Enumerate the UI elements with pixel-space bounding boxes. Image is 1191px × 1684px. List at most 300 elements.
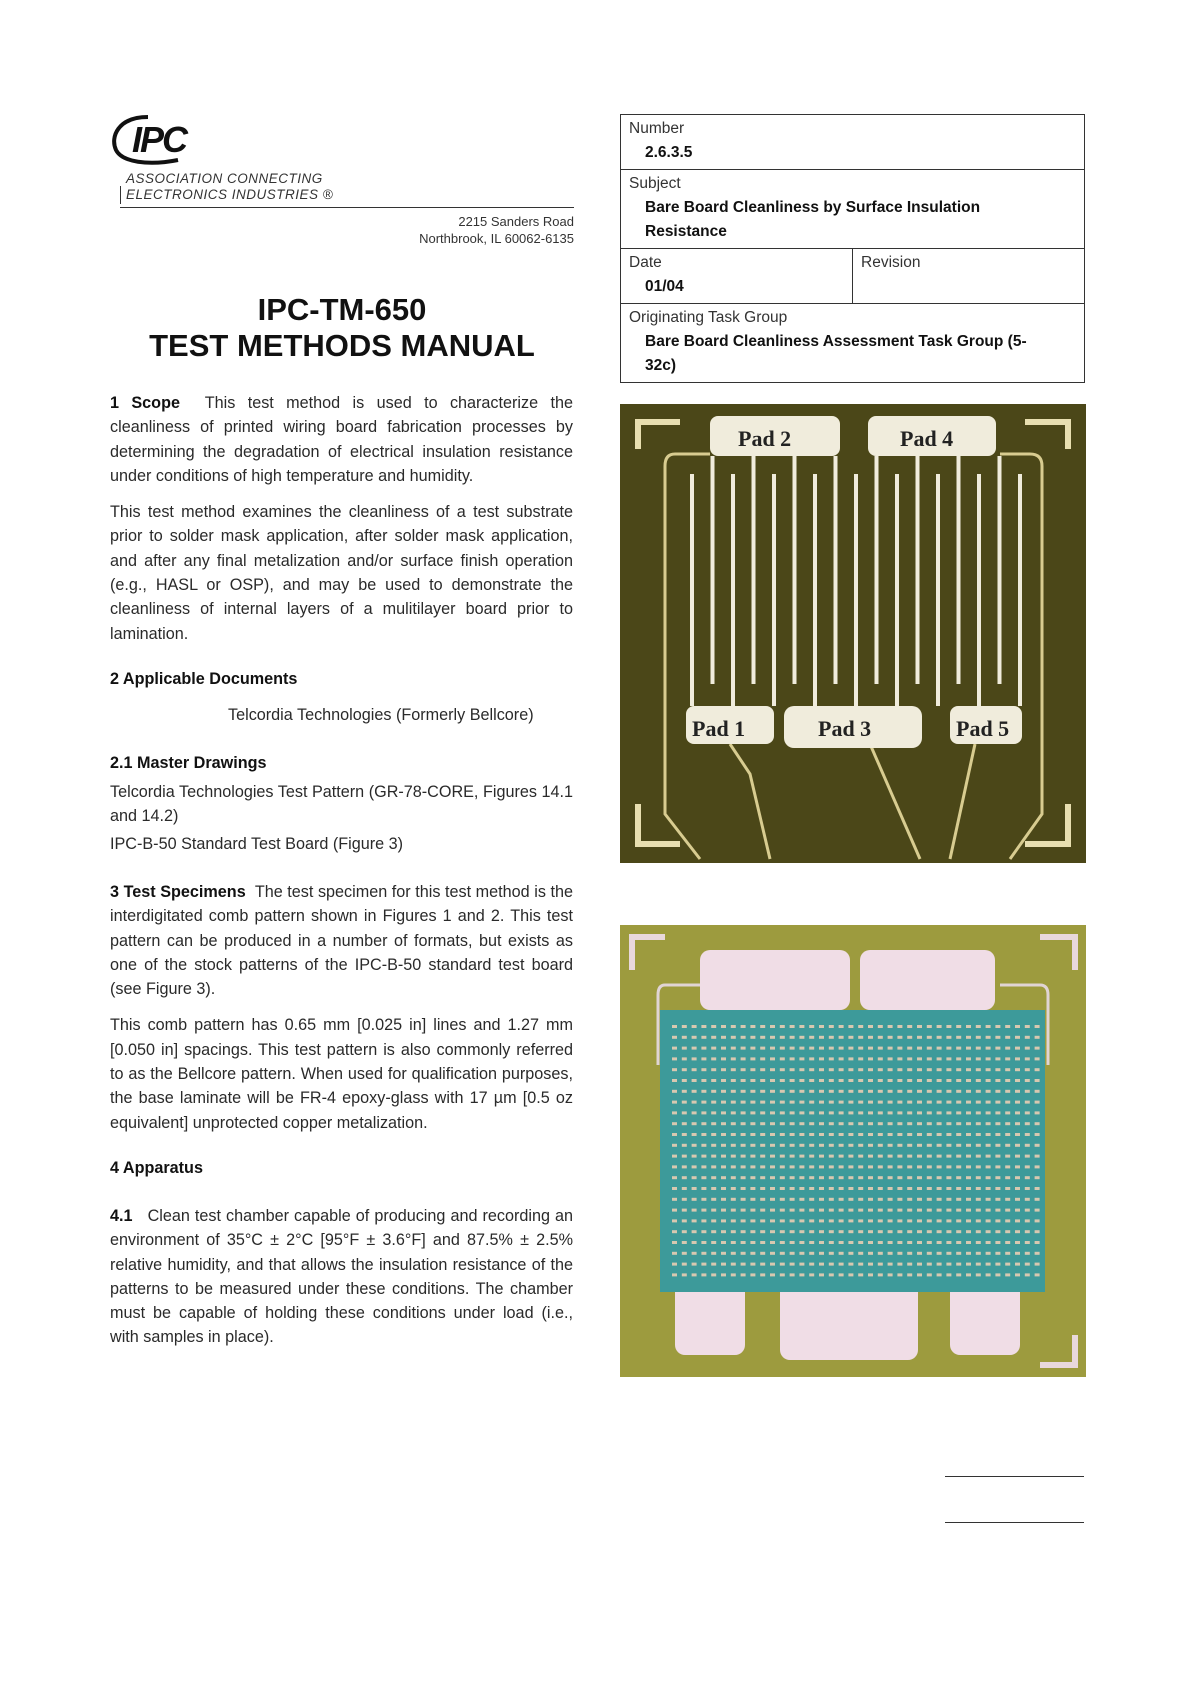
grid-dot: [956, 1165, 961, 1168]
grid-dot: [917, 1111, 922, 1114]
grid-dot: [917, 1057, 922, 1060]
grid-dot: [809, 1198, 814, 1201]
grid-dot: [917, 1068, 922, 1071]
grid-dot: [770, 1090, 775, 1093]
grid-dot: [878, 1122, 883, 1125]
grid-dot: [946, 1111, 951, 1114]
grid-dot: [1025, 1155, 1030, 1158]
grid-dot: [848, 1090, 853, 1093]
grid-dot: [701, 1122, 706, 1125]
grid-dot: [976, 1263, 981, 1266]
grid-dot: [829, 1101, 834, 1104]
grid-dot: [711, 1219, 716, 1222]
grid-dot: [819, 1219, 824, 1222]
grid-dot: [878, 1144, 883, 1147]
grid-dot: [1005, 1122, 1010, 1125]
grid-dot: [780, 1176, 785, 1179]
grid-dot: [721, 1252, 726, 1255]
grid-dot: [1005, 1079, 1010, 1082]
grid-dot: [966, 1122, 971, 1125]
grid-dot: [809, 1036, 814, 1039]
grid-dot: [976, 1047, 981, 1050]
grid-dot: [809, 1057, 814, 1060]
grid-dot: [888, 1133, 893, 1136]
grid-dot: [790, 1047, 795, 1050]
grid-dot: [888, 1165, 893, 1168]
grid-dot: [1035, 1144, 1040, 1147]
grid-dot: [888, 1187, 893, 1190]
grid-dot: [1015, 1165, 1020, 1168]
grid-dot: [917, 1187, 922, 1190]
grid-dot: [672, 1122, 677, 1125]
grid-dot: [1015, 1263, 1020, 1266]
grid-dot: [956, 1111, 961, 1114]
grid-dot: [995, 1101, 1000, 1104]
grid-dot: [692, 1111, 697, 1114]
grid-dot: [1005, 1176, 1010, 1179]
grid-dot: [897, 1263, 902, 1266]
grid-dot: [927, 1198, 932, 1201]
grid-dot: [760, 1273, 765, 1276]
grid-dot: [799, 1198, 804, 1201]
date-label: Date: [629, 254, 662, 271]
grid-dot: [878, 1036, 883, 1039]
grid-dot: [1005, 1198, 1010, 1201]
grid-dot: [809, 1176, 814, 1179]
grid-dot: [888, 1144, 893, 1147]
grid-dot: [799, 1187, 804, 1190]
grid-dot: [711, 1068, 716, 1071]
grid-dot: [692, 1263, 697, 1266]
grid-dot: [858, 1273, 863, 1276]
grid-dot: [966, 1187, 971, 1190]
grid-dot: [780, 1090, 785, 1093]
footer-rule-2: [945, 1522, 1084, 1523]
grid-dot: [731, 1165, 736, 1168]
grid-dot: [917, 1047, 922, 1050]
grid-dot: [848, 1111, 853, 1114]
grid-dot: [868, 1101, 873, 1104]
grid-dot: [888, 1068, 893, 1071]
grid-dot: [888, 1176, 893, 1179]
grid-dot: [799, 1025, 804, 1028]
grid-dot: [682, 1144, 687, 1147]
grid-dot: [937, 1198, 942, 1201]
grid-dot: [1015, 1025, 1020, 1028]
grid-dot: [809, 1155, 814, 1158]
grid-dot: [780, 1122, 785, 1125]
grid-dot: [682, 1219, 687, 1222]
grid-dot: [692, 1176, 697, 1179]
grid-dot: [976, 1155, 981, 1158]
grid-dot: [721, 1155, 726, 1158]
grid-dot: [819, 1263, 824, 1266]
grid-dot: [829, 1209, 834, 1212]
grid-dot: [692, 1079, 697, 1082]
grid-dot: [1035, 1101, 1040, 1104]
grid-dot: [976, 1111, 981, 1114]
grid-dot: [809, 1122, 814, 1125]
grid-dot: [692, 1101, 697, 1104]
grid-dot: [888, 1219, 893, 1222]
grid-dot: [780, 1263, 785, 1266]
grid-dot: [741, 1263, 746, 1266]
grid-dot: [917, 1209, 922, 1212]
grid-dot: [1015, 1176, 1020, 1179]
grid-dot: [829, 1079, 834, 1082]
grid-dot: [858, 1155, 863, 1158]
grid-dot: [741, 1252, 746, 1255]
grid-dot: [829, 1155, 834, 1158]
grid-dot: [692, 1025, 697, 1028]
grid-dot: [819, 1176, 824, 1179]
grid-dot: [986, 1187, 991, 1190]
grid-dot: [868, 1068, 873, 1071]
grid-dot: [829, 1036, 834, 1039]
grid-dot: [888, 1273, 893, 1276]
grid-dot: [682, 1263, 687, 1266]
grid-dot: [966, 1241, 971, 1244]
grid-dot: [858, 1144, 863, 1147]
section-4-1-text: Clean test chamber capable of producing and recording an environment of 35°C ± 2°C [95°F ± 3.6°F] and 87.5% ± 2.5% relative humidity, and that allows the insulation resistance of the patterns to be measured under these conditions. The chamber must be capable of holding these conditions under load (i.e., with samples in place).: [110, 1207, 573, 1347]
grid-dot: [731, 1111, 736, 1114]
grid-dot: [682, 1230, 687, 1233]
grid-dot: [750, 1068, 755, 1071]
grid-dot: [946, 1101, 951, 1104]
grid-dot: [976, 1165, 981, 1168]
grid-dot: [848, 1047, 853, 1050]
pad-3-label: Pad 3: [818, 716, 872, 741]
grid-dot: [701, 1079, 706, 1082]
grid-dot: [770, 1133, 775, 1136]
grid-dot: [672, 1209, 677, 1212]
grid-dot: [770, 1122, 775, 1125]
grid-dot: [937, 1176, 942, 1179]
section-1: [110, 391, 573, 646]
grid-dot: [839, 1079, 844, 1082]
grid-dot: [701, 1036, 706, 1039]
grid-dot: [809, 1144, 814, 1147]
grid-dot: [721, 1241, 726, 1244]
pad-5-label: Pad 5: [956, 716, 1010, 741]
grid-dot: [966, 1101, 971, 1104]
grid-dot: [701, 1090, 706, 1093]
grid-dot: [799, 1057, 804, 1060]
grid-dot: [937, 1263, 942, 1266]
grid-dot: [917, 1133, 922, 1136]
grid-dot: [839, 1252, 844, 1255]
grid-dot: [966, 1230, 971, 1233]
address-line2: Northbrook, IL 60062-6135: [419, 231, 574, 246]
grid-dot: [1005, 1263, 1010, 1266]
grid-dot: [780, 1241, 785, 1244]
grid-dot: [819, 1068, 824, 1071]
grid-dot: [907, 1101, 912, 1104]
grid-dot: [1025, 1068, 1030, 1071]
grid-dot: [701, 1230, 706, 1233]
grid-dot: [946, 1057, 951, 1060]
grid-dot: [839, 1263, 844, 1266]
grid-dot: [711, 1176, 716, 1179]
grid-dot: [780, 1101, 785, 1104]
grid-dot: [682, 1165, 687, 1168]
grid-dot: [692, 1144, 697, 1147]
grid-dot: [721, 1198, 726, 1201]
grid-dot: [878, 1090, 883, 1093]
grid-dot: [897, 1144, 902, 1147]
grid-dot: [692, 1155, 697, 1158]
grid-dot: [682, 1068, 687, 1071]
grid-dot: [829, 1252, 834, 1255]
grid-dot: [917, 1122, 922, 1125]
grid-dot: [799, 1219, 804, 1222]
grid-dot: [878, 1273, 883, 1276]
grid-dot: [946, 1209, 951, 1212]
grid-dot: [995, 1057, 1000, 1060]
grid-dot: [976, 1176, 981, 1179]
grid-dot: [848, 1057, 853, 1060]
grid-dot: [1025, 1273, 1030, 1276]
grid-dot: [701, 1133, 706, 1136]
grid-dot: [731, 1144, 736, 1147]
grid-dot: [986, 1241, 991, 1244]
grid-dot: [956, 1230, 961, 1233]
grid-dot: [701, 1068, 706, 1071]
grid-dot: [917, 1155, 922, 1158]
grid-dot: [819, 1047, 824, 1050]
logo-bracket: [120, 186, 121, 204]
grid-dot: [1005, 1219, 1010, 1222]
grid-dot: [878, 1057, 883, 1060]
grid-dot: [1005, 1230, 1010, 1233]
grid-dot: [937, 1187, 942, 1190]
grid-dot: [1025, 1176, 1030, 1179]
grid-dot: [682, 1036, 687, 1039]
grid-dot: [986, 1176, 991, 1179]
grid-dot: [995, 1176, 1000, 1179]
grid-dot: [829, 1230, 834, 1233]
subject-cell: [621, 170, 1085, 249]
grid-dot: [868, 1273, 873, 1276]
grid-dot: [917, 1176, 922, 1179]
grid-dot: [760, 1036, 765, 1039]
grid-dot: [790, 1219, 795, 1222]
grid-dot: [760, 1155, 765, 1158]
grid-dot: [711, 1165, 716, 1168]
grid-dot: [672, 1079, 677, 1082]
grid-dot: [692, 1090, 697, 1093]
grid-dot: [770, 1079, 775, 1082]
grid-dot: [888, 1252, 893, 1255]
grid-dot: [868, 1155, 873, 1158]
grid-dot: [721, 1263, 726, 1266]
grid-dot: [927, 1057, 932, 1060]
grid-dot: [1025, 1133, 1030, 1136]
grid-dot: [995, 1252, 1000, 1255]
grid-dot: [976, 1252, 981, 1255]
grid-dot: [917, 1263, 922, 1266]
grid-dot: [839, 1230, 844, 1233]
grid-dot: [966, 1252, 971, 1255]
grid-dot: [711, 1273, 716, 1276]
grid-dot: [956, 1273, 961, 1276]
grid-dot: [839, 1047, 844, 1050]
grid-dot: [770, 1230, 775, 1233]
grid-dot: [1015, 1047, 1020, 1050]
grid-dot: [750, 1273, 755, 1276]
grid-dot: [888, 1122, 893, 1125]
grid-dot: [1025, 1165, 1030, 1168]
grid-dot: [858, 1263, 863, 1266]
section-3-heading: 3 Test Specimens: [110, 883, 246, 901]
grid-dot: [858, 1133, 863, 1136]
grid-dot: [829, 1198, 834, 1201]
grid-dot: [927, 1111, 932, 1114]
grid-dot: [809, 1273, 814, 1276]
grid-dot: [829, 1057, 834, 1060]
grid-dot: [760, 1230, 765, 1233]
grid-dot: [682, 1090, 687, 1093]
section-2-1-item-1: Telcordia Technologies Test Pattern (GR-78-CORE, Figures 14.1 and 14.2): [110, 783, 573, 826]
grid-dot: [672, 1155, 677, 1158]
grid-dot: [907, 1122, 912, 1125]
grid-dot: [986, 1025, 991, 1028]
grid-dot: [986, 1036, 991, 1039]
grid-dot: [937, 1144, 942, 1147]
grid-dot: [809, 1219, 814, 1222]
grid-dot: [839, 1122, 844, 1125]
grid-dot: [799, 1047, 804, 1050]
grid-dot: [848, 1252, 853, 1255]
grid-dot: [682, 1187, 687, 1190]
grid-dot: [809, 1025, 814, 1028]
grid-dot: [927, 1025, 932, 1028]
grid-dot: [937, 1133, 942, 1136]
grid-dot: [809, 1101, 814, 1104]
grid-dot: [907, 1047, 912, 1050]
grid-dot: [809, 1230, 814, 1233]
grid-dot: [760, 1219, 765, 1222]
grid-dot: [858, 1198, 863, 1201]
grid-dot: [819, 1209, 824, 1212]
grid-dot: [711, 1263, 716, 1266]
grid-dot: [760, 1025, 765, 1028]
grid-dot: [1015, 1187, 1020, 1190]
grid-dot: [878, 1176, 883, 1179]
grid-dot: [858, 1176, 863, 1179]
grid-dot: [721, 1057, 726, 1060]
grid-dot: [1015, 1068, 1020, 1071]
grid-dot: [956, 1263, 961, 1266]
grid-dot: [741, 1230, 746, 1233]
grid-dot: [780, 1273, 785, 1276]
grid-dot: [780, 1111, 785, 1114]
grid-dot: [956, 1155, 961, 1158]
grid-dot: [868, 1198, 873, 1201]
grid-dot: [897, 1198, 902, 1201]
grid-dot: [750, 1036, 755, 1039]
grid-dot: [858, 1036, 863, 1039]
grid-dot: [927, 1263, 932, 1266]
grid-dot: [819, 1101, 824, 1104]
grid-dot: [790, 1133, 795, 1136]
grid-dot: [927, 1101, 932, 1104]
grid-dot: [682, 1176, 687, 1179]
grid-dot: [682, 1057, 687, 1060]
grid-dot: [819, 1241, 824, 1244]
grid-dot: [790, 1198, 795, 1201]
grid-dot: [1005, 1047, 1010, 1050]
grid-dot: [750, 1047, 755, 1050]
grid-dot: [1005, 1036, 1010, 1039]
grid-dot: [721, 1273, 726, 1276]
grid-dot: [1025, 1036, 1030, 1039]
grid-dot: [848, 1165, 853, 1168]
grid-dot: [878, 1165, 883, 1168]
grid-dot: [799, 1263, 804, 1266]
grid-dot: [917, 1273, 922, 1276]
grid-dot: [986, 1057, 991, 1060]
grid-dot: [878, 1198, 883, 1201]
grid-dot: [897, 1111, 902, 1114]
address-line1: 2215 Sanders Road: [458, 214, 574, 229]
grid-dot: [897, 1025, 902, 1028]
grid-dot: [1015, 1057, 1020, 1060]
grid-dot: [1035, 1219, 1040, 1222]
grid-dot: [711, 1057, 716, 1060]
grid-dot: [946, 1230, 951, 1233]
grid-dot: [1035, 1263, 1040, 1266]
grid-dot: [956, 1133, 961, 1136]
grid-dot: [839, 1209, 844, 1212]
grid-dot: [741, 1090, 746, 1093]
grid-dot: [1035, 1036, 1040, 1039]
grid-dot: [780, 1047, 785, 1050]
grid-dot: [741, 1133, 746, 1136]
grid-dot: [986, 1273, 991, 1276]
grid-dot: [946, 1155, 951, 1158]
grid-dot: [672, 1219, 677, 1222]
grid-dot: [711, 1090, 716, 1093]
grid-dot: [868, 1209, 873, 1212]
grid-dot: [976, 1122, 981, 1125]
grid-dot: [770, 1036, 775, 1039]
grid-dot: [848, 1187, 853, 1190]
grid-dot: [937, 1219, 942, 1222]
grid-dot: [682, 1155, 687, 1158]
grid-dot: [790, 1187, 795, 1190]
grid-dot: [986, 1090, 991, 1093]
grid-dot: [701, 1025, 706, 1028]
grid-dot: [721, 1068, 726, 1071]
address: [300, 213, 574, 247]
grid-dot: [868, 1187, 873, 1190]
grid-dot: [897, 1036, 902, 1039]
grid-dot: [986, 1198, 991, 1201]
section-2-text: Telcordia Technologies (Formerly Bellcore): [228, 706, 534, 724]
grid-dot: [868, 1144, 873, 1147]
pad-2-label: Pad 2: [738, 426, 792, 451]
grid-dot: [888, 1209, 893, 1212]
grid-dot: [937, 1090, 942, 1093]
grid-dot: [701, 1187, 706, 1190]
grid-dot: [1025, 1025, 1030, 1028]
grid-dot: [741, 1111, 746, 1114]
grid-dot: [1035, 1122, 1040, 1125]
grid-dot: [799, 1273, 804, 1276]
grid-dot: [946, 1219, 951, 1222]
grid-dot: [711, 1252, 716, 1255]
